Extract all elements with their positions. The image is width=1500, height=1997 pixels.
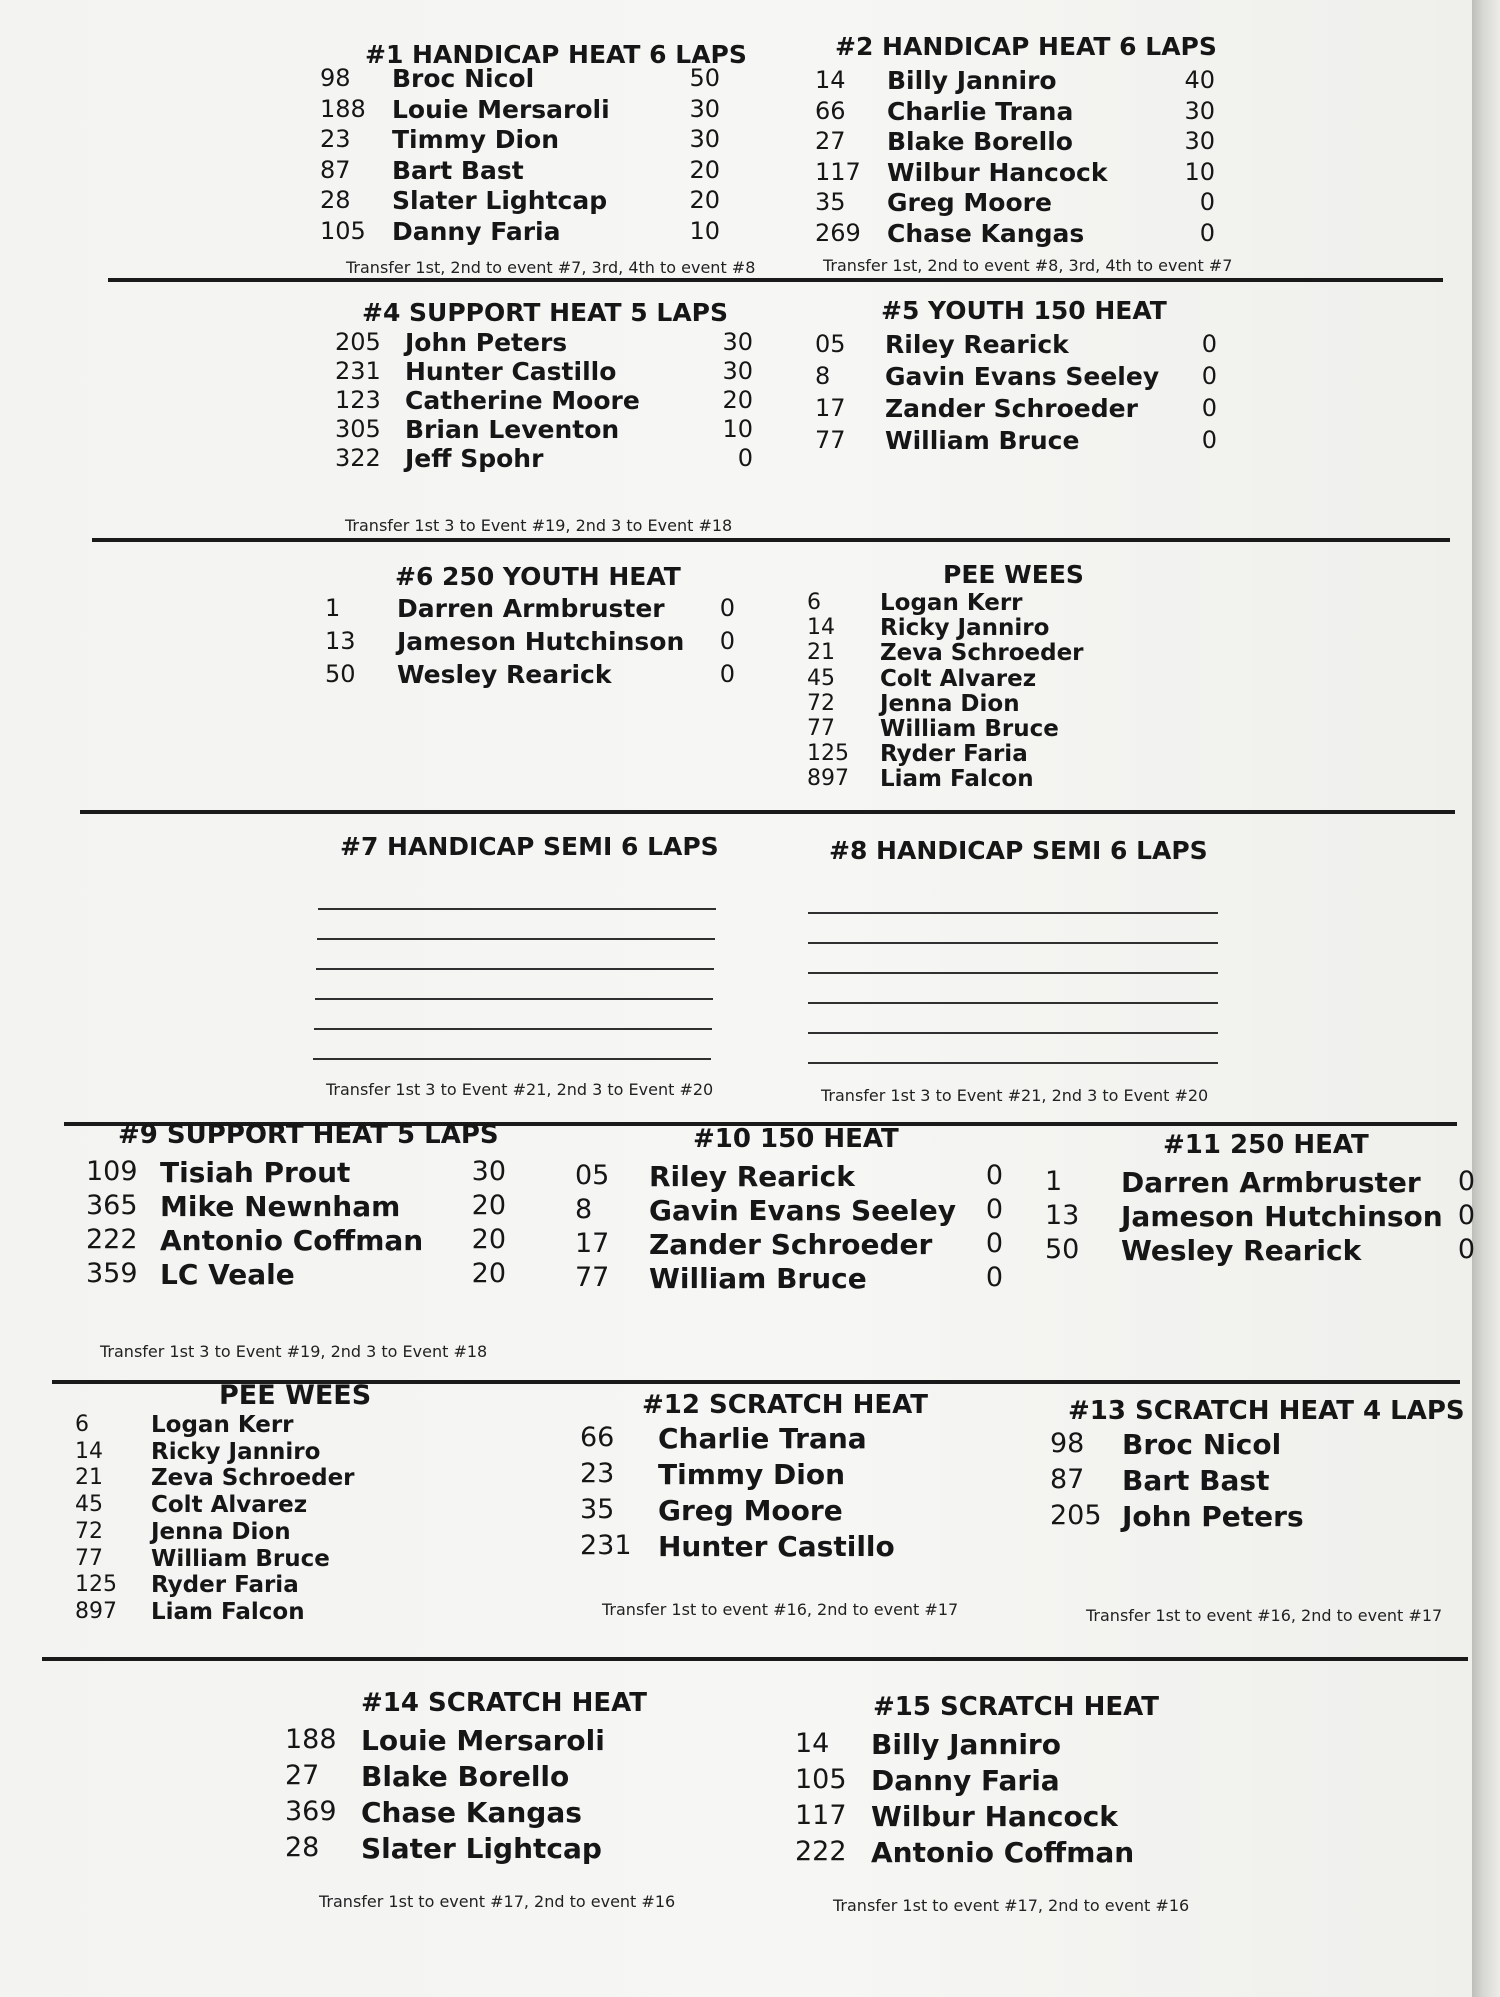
rider-name: Blake Borello [887,127,1073,156]
rider-number: 21 [807,640,835,666]
rider-name: Danny Faria [871,1764,1060,1797]
transfer-note: Transfer 1st, 2nd to event #7, 3rd, 4th to event #8 [346,258,756,277]
rider-name: Billy Janniro [871,1728,1061,1761]
rider-name: Tisiah Prout [160,1156,351,1189]
handicap-points: 0 [985,1228,1003,1259]
heat-title: #4 SUPPORT HEAT 5 LAPS [362,298,729,327]
rider-number: 109 [86,1156,138,1187]
heat-title: #8 HANDICAP SEMI 6 LAPS [829,836,1208,865]
section-divider [108,278,1443,282]
handicap-points: 10 [689,216,720,245]
rider-name: Timmy Dion [392,125,560,154]
heat-6-block [325,562,745,702]
heat-14-block [285,1688,725,1928]
heat-title: #6 250 YOUTH HEAT [395,562,681,591]
rider-name: Darren Armbruster [1121,1166,1421,1199]
rider-name: John Peters [1122,1500,1304,1533]
rider-number: 17 [575,1228,610,1259]
result-blank-line [318,908,716,910]
handicap-points: 50 [689,64,720,92]
handicap-points: 0 [1199,218,1215,247]
rider-name: Wilbur Hancock [887,157,1108,187]
rider-name: Gavin Evans Seeley [885,362,1160,391]
rider-number: 897 [75,1598,117,1624]
rider-name: Slater Lightcap [392,186,608,215]
transfer-note: Transfer 1st to event #16, 2nd to event #17 [1086,1606,1443,1625]
heat-title: #11 250 HEAT [1163,1130,1369,1160]
rider-number: 27 [285,1760,320,1791]
rider-number: 66 [580,1422,615,1453]
rider-name: Ryder Faria [880,741,1028,768]
rider-name: Chase Kangas [361,1796,582,1829]
heat-2-block [815,32,1235,275]
handicap-points: 0 [719,594,735,622]
handicap-points: 30 [722,328,753,356]
rider-name: Catherine Moore [405,386,640,415]
rider-number: 77 [575,1262,610,1293]
rider-name: Jameson Hutchinson [397,627,685,656]
rider-number: 8 [575,1194,593,1225]
transfer-note: Transfer 1st to event #17, 2nd to event #16 [833,1896,1190,1915]
rider-name: Hunter Castillo [658,1530,895,1563]
result-blank-line [808,1062,1218,1064]
rider-number: 369 [285,1796,337,1827]
rider-name: Louie Mersaroli [361,1724,605,1757]
rider-name: Ricky Janniro [151,1438,321,1465]
rider-number: 98 [1050,1428,1085,1459]
rider-number: 50 [325,660,356,688]
rider-number: 222 [86,1224,138,1255]
heat-title: PEE WEES [943,560,1084,589]
rider-number: 105 [795,1764,847,1795]
pee-wees-block [807,560,1167,800]
rider-name: Wesley Rearick [397,660,612,689]
rider-name: Slater Lightcap [361,1832,602,1865]
transfer-note: Transfer 1st 3 to Event #21, 2nd 3 to Event #20 [821,1086,1209,1105]
handicap-points: 30 [1184,127,1215,155]
rider-name: Antonio Coffman [871,1836,1135,1869]
section-divider [42,1657,1468,1661]
rider-number: 205 [335,328,381,356]
heat-title: #5 YOUTH 150 HEAT [881,296,1167,325]
transfer-note: Transfer 1st 3 to Event #19, 2nd 3 to Event #18 [345,516,733,535]
rider-name: Wesley Rearick [1121,1234,1362,1267]
handicap-points: 0 [985,1194,1003,1225]
rider-number: 117 [815,157,861,186]
rider-number: 231 [335,357,381,385]
rider-name: Liam Falcon [151,1598,305,1625]
rider-number: 6 [75,1412,89,1437]
rider-number: 269 [815,218,861,247]
result-blank-line [317,938,715,940]
rider-number: 23 [580,1458,615,1489]
rider-number: 35 [580,1494,615,1525]
rider-number: 77 [807,716,835,741]
rider-name: Colt Alvarez [880,665,1037,692]
section-divider [80,810,1455,814]
rider-name: Broc Nicol [1122,1428,1282,1461]
rider-name: Colt Alvarez [151,1492,308,1519]
heat-title: #9 SUPPORT HEAT 5 LAPS [118,1120,499,1150]
rider-name: Zeva Schroeder [880,640,1084,667]
heat-1-block [320,40,756,277]
rider-number: 17 [815,394,846,422]
rider-name: William Bruce [151,1545,330,1572]
rider-name: Darren Armbruster [397,594,665,623]
handicap-points: 40 [1184,66,1215,94]
rider-number: 35 [815,188,846,216]
rider-name: Broc Nicol [392,64,535,93]
rider-number: 05 [815,330,846,358]
rider-name: Jenna Dion [151,1518,291,1545]
rider-name: Brian Leventon [405,415,620,444]
rider-name: Ryder Faria [151,1572,299,1599]
handicap-points: 0 [985,1160,1003,1191]
rider-number: 205 [1050,1500,1102,1531]
rider-number: 365 [86,1190,138,1221]
rider-number: 305 [335,415,381,443]
rider-name: Blake Borello [361,1760,570,1793]
result-blank-line [808,912,1218,914]
page-edge-shadow [1472,0,1500,1997]
result-blank-line [808,1032,1218,1034]
rider-name: Jameson Hutchinson [1121,1200,1443,1233]
rider-number: 87 [1050,1464,1085,1495]
rider-name: Mike Newnham [160,1190,401,1223]
handicap-points: 30 [1184,96,1215,125]
heat-15-block [795,1692,1235,1932]
rider-name: Charlie Trana [887,96,1074,126]
rider-name: John Peters [405,328,568,357]
rider-name: William Bruce [880,716,1059,742]
rider-number: 322 [335,444,381,472]
rider-name: Jenna Dion [880,690,1020,717]
rider-number: 72 [75,1518,103,1544]
rider-name: Hunter Castillo [405,357,617,386]
heat-title: #15 SCRATCH HEAT [873,1692,1159,1722]
rider-number: 77 [815,426,846,454]
rider-name: LC Veale [160,1258,295,1291]
rider-number: 50 [1045,1234,1080,1265]
rider-name: Timmy Dion [658,1458,846,1491]
handicap-points: 0 [1201,362,1217,390]
handicap-points: 30 [471,1156,506,1187]
rider-name: Liam Falcon [880,766,1034,793]
rider-name: Logan Kerr [880,590,1023,616]
handicap-points: 0 [1201,394,1217,422]
handicap-points: 30 [722,357,753,385]
rider-number: 87 [320,155,351,184]
rider-name: Riley Rearick [885,330,1069,359]
section-divider [92,538,1450,542]
rider-number: 21 [75,1465,103,1491]
handicap-points: 0 [719,660,735,688]
rider-name: Jeff Spohr [405,444,544,473]
result-blank-line [315,998,713,1000]
rider-name: Billy Janniro [887,66,1057,95]
heat-title: #1 HANDICAP HEAT 6 LAPS [365,40,747,69]
rider-number: 77 [75,1545,103,1571]
rider-number: 28 [285,1832,320,1863]
heat-title: #12 SCRATCH HEAT [642,1390,928,1420]
rider-number: 14 [807,615,835,641]
heat-title: #7 HANDICAP SEMI 6 LAPS [340,832,719,861]
rider-number: 1 [325,594,341,622]
rider-name: Riley Rearick [649,1160,855,1193]
rider-number: 105 [320,216,366,245]
handicap-points: 0 [985,1262,1003,1293]
heat-title: #14 SCRATCH HEAT [361,1688,647,1718]
rider-name: William Bruce [649,1262,867,1295]
handicap-points: 0 [1201,330,1217,358]
rider-name: Greg Moore [658,1494,843,1527]
rider-number: 6 [807,590,821,615]
heat-8-block [805,836,1235,1106]
rider-number: 27 [815,127,846,155]
rider-number: 14 [815,66,846,94]
pee-wees-block [75,1380,415,1640]
handicap-points: 30 [689,125,720,153]
heat-9-block [86,1120,526,1370]
handicap-points: 0 [1457,1234,1475,1265]
rider-name: Zander Schroeder [885,394,1138,423]
rider-name: Zander Schroeder [649,1228,933,1261]
heat-7-block [310,832,740,1102]
heat-11-block [1045,1130,1475,1290]
rider-number: 14 [795,1728,830,1759]
handicap-points: 0 [1201,426,1217,454]
result-blank-line [314,1028,712,1030]
rider-name: Logan Kerr [151,1412,294,1438]
result-blank-line [808,972,1218,974]
handicap-points: 0 [1457,1200,1475,1231]
result-blank-line [313,1058,711,1060]
rider-number: 231 [580,1530,632,1561]
rider-number: 222 [795,1836,847,1867]
rider-number: 123 [335,386,381,414]
handicap-points: 0 [737,444,753,472]
rider-name: Bart Bast [1122,1464,1270,1497]
rider-name: Wilbur Hancock [871,1800,1118,1833]
rider-number: 125 [75,1572,117,1598]
rider-number: 13 [1045,1200,1080,1231]
handicap-points: 0 [1457,1166,1475,1197]
handicap-points: 20 [471,1224,506,1255]
rider-number: 98 [320,64,351,92]
handicap-points: 0 [1199,188,1215,216]
rider-name: Charlie Trana [658,1422,867,1455]
transfer-note: Transfer 1st 3 to Event #19, 2nd 3 to Event #18 [100,1342,488,1361]
rider-number: 23 [320,125,351,153]
transfer-note: Transfer 1st, 2nd to event #8, 3rd, 4th to event #7 [823,256,1233,275]
heat-title: PEE WEES [219,1380,372,1411]
rider-number: 359 [86,1258,138,1289]
handicap-points: 20 [722,386,753,414]
handicap-points: 20 [689,155,720,184]
rider-number: 14 [75,1438,103,1464]
heat-title: #13 SCRATCH HEAT 4 LAPS [1068,1396,1465,1426]
result-blank-line [808,942,1218,944]
rider-number: 72 [807,690,835,716]
handicap-points: 0 [719,627,735,655]
transfer-note: Transfer 1st 3 to Event #21, 2nd 3 to Event #20 [326,1080,714,1099]
rider-number: 45 [75,1492,103,1518]
rider-name: Bart Bast [392,155,524,185]
rider-name: Antonio Coffman [160,1224,424,1257]
rider-name: Louie Mersaroli [392,94,610,124]
result-blank-line [316,968,714,970]
handicap-points: 10 [1184,157,1215,186]
rider-name: Danny Faria [392,216,561,246]
heat-10-block [575,1124,1005,1324]
heat-13-block [1050,1396,1470,1646]
rider-number: 05 [575,1160,610,1191]
transfer-note: Transfer 1st to event #16, 2nd to event #17 [602,1600,959,1619]
rider-number: 188 [320,94,366,123]
rider-number: 125 [807,741,849,767]
handicap-points: 10 [722,415,753,443]
rider-name: Greg Moore [887,188,1052,217]
rider-name: Zeva Schroeder [151,1465,355,1492]
result-blank-line [808,1002,1218,1004]
rider-number: 117 [795,1800,847,1831]
rider-name: Chase Kangas [887,218,1085,248]
handicap-points: 20 [689,186,720,214]
rider-number: 897 [807,766,849,792]
rider-name: Ricky Janniro [880,615,1050,642]
heat-title: #2 HANDICAP HEAT 6 LAPS [835,32,1217,61]
transfer-note: Transfer 1st to event #17, 2nd to event #16 [319,1892,676,1911]
rider-name: William Bruce [885,426,1080,455]
rider-number: 28 [320,186,351,214]
heat-4-block [335,298,755,538]
heat-12-block [580,1390,1000,1640]
rider-name: Gavin Evans Seeley [649,1194,957,1227]
rider-number: 188 [285,1724,337,1755]
rider-number: 8 [815,362,831,390]
heat-title: #10 150 HEAT [693,1124,899,1154]
heat-5-block [815,296,1235,496]
handicap-points: 30 [689,94,720,123]
rider-number: 45 [807,665,835,691]
handicap-points: 20 [471,1190,506,1221]
handicap-points: 20 [471,1258,506,1289]
rider-number: 1 [1045,1166,1063,1197]
rider-number: 13 [325,627,356,655]
rider-number: 66 [815,96,846,125]
